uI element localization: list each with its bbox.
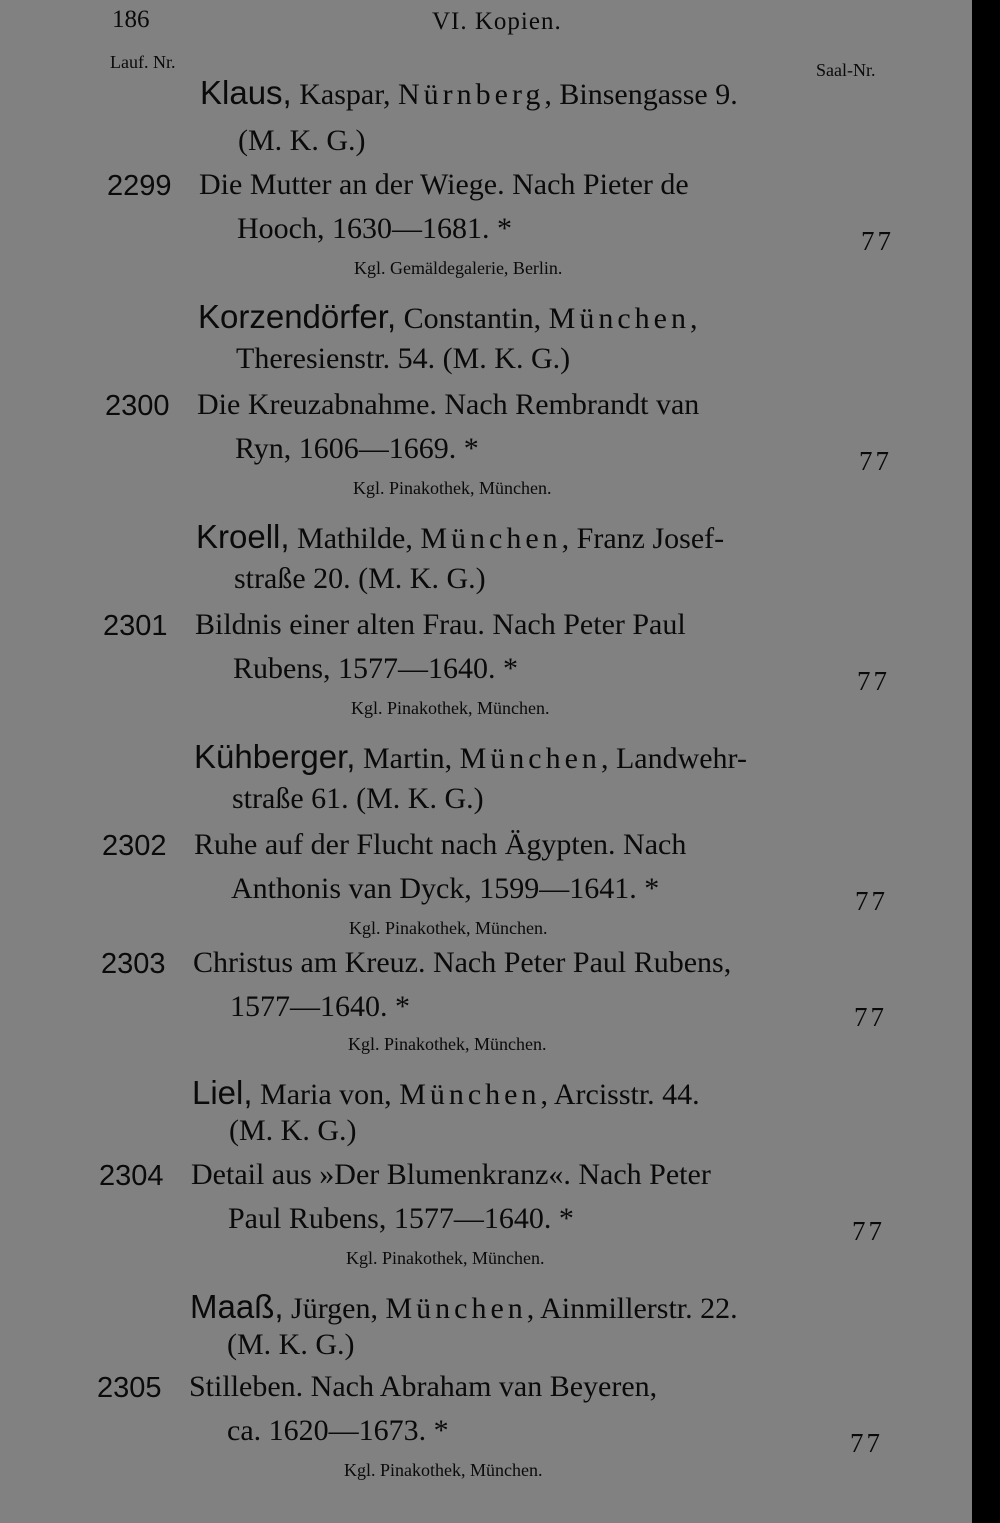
running-title: VI. Kopien. — [432, 8, 562, 35]
artist-name: Liel, — [192, 1074, 253, 1111]
lauf-number: 2302 — [102, 830, 167, 862]
title-line: Paul Rubens, 1577—1640. * — [228, 1202, 574, 1235]
artist-line — [200, 74, 738, 112]
artist-line — [196, 518, 724, 556]
page-number: 186 — [112, 6, 150, 33]
lauf-number: 2300 — [105, 390, 170, 422]
title-line: Bildnis einer alten Frau. Nach Peter Paul — [195, 608, 686, 641]
collection-location: Kgl. Pinakothek, München. — [351, 698, 550, 718]
title-line: 1577—1640. * — [230, 990, 410, 1023]
artist-text: Maria von, — [252, 1078, 400, 1111]
artist-line — [198, 298, 697, 336]
artist-line — [229, 1114, 357, 1148]
city-name: München — [399, 1078, 541, 1111]
artist-text: (M. K. G.) — [227, 1328, 355, 1361]
artist-line — [190, 1288, 738, 1326]
saal-number: 77 — [857, 666, 890, 696]
artist-text: Constantin, — [396, 302, 549, 335]
title-line: Die Mutter an der Wiege. Nach Pieter de — [199, 168, 689, 201]
artist-line — [227, 1328, 355, 1362]
saal-number: 77 — [859, 446, 892, 476]
lauf-number: 2303 — [101, 948, 166, 980]
artist-text: Theresienstr. 54. (M. K. G.) — [236, 342, 571, 375]
title-line: Anthonis van Dyck, 1599—1641. * — [231, 872, 660, 905]
city-name: Nürnberg — [397, 78, 545, 111]
artist-text: , Landwehr- — [600, 742, 747, 775]
lauf-number: 2301 — [103, 610, 168, 642]
artist-text: Jürgen, — [283, 1292, 386, 1325]
artist-line — [236, 342, 570, 376]
saal-number: 77 — [861, 226, 894, 256]
title-line: Hooch, 1630—1681. * — [237, 212, 512, 245]
title-line: ca. 1620—1673. * — [227, 1414, 449, 1447]
title-line: Christus am Kreuz. Nach Peter Paul Rubens, — [193, 946, 732, 979]
artist-text: Mathilde, — [289, 522, 421, 555]
artist-text: Martin, — [355, 742, 460, 775]
title-line: Stilleben. Nach Abraham van Beyeren, — [189, 1370, 658, 1403]
lauf-number: 2305 — [97, 1372, 162, 1404]
artist-text: , Ainmillerstr. 22. — [526, 1292, 738, 1325]
title-line: Detail aus »Der Blumenkranz«. Nach Peter — [191, 1158, 711, 1191]
title-line: Die Kreuzabnahme. Nach Rembrandt van — [197, 388, 700, 421]
collection-location: Kgl. Gemäldegalerie, Berlin. — [354, 258, 563, 278]
artist-text: , — [689, 302, 698, 335]
city-name: München — [420, 522, 562, 555]
title-line: Ryn, 1606—1669. * — [235, 432, 479, 465]
artist-name: Klaus, — [200, 74, 292, 111]
collection-location: Kgl. Pinakothek, München. — [353, 478, 552, 498]
artist-line — [238, 124, 366, 158]
artist-text: straße 20. (M. K. G.) — [234, 562, 486, 595]
title-line: Rubens, 1577—1640. * — [233, 652, 518, 685]
artist-text: , Arcisstr. 44. — [540, 1078, 700, 1111]
artist-text: straße 61. (M. K. G.) — [232, 782, 484, 815]
column-header-lauf-nr: Lauf. Nr. — [110, 52, 176, 72]
artist-name: Maaß, — [190, 1288, 284, 1325]
artist-name: Kroell, — [196, 518, 290, 555]
artist-text: Kaspar, — [291, 78, 398, 111]
title-line: Ruhe auf der Flucht nach Ägypten. Nach — [194, 828, 687, 861]
lauf-number: 2299 — [107, 170, 172, 202]
lauf-number: 2304 — [99, 1160, 164, 1192]
saal-number: 77 — [855, 886, 888, 916]
artist-text: , Franz Josef- — [561, 522, 725, 555]
saal-number: 77 — [854, 1002, 887, 1032]
city-name: München — [459, 742, 601, 775]
artist-text: (M. K. G.) — [229, 1114, 357, 1147]
artist-line — [192, 1074, 700, 1112]
artist-line — [194, 738, 747, 776]
column-header-saal-nr: Saal-Nr. — [816, 60, 876, 80]
collection-location: Kgl. Pinakothek, München. — [348, 1034, 547, 1054]
saal-number: 77 — [852, 1216, 885, 1246]
collection-location: Kgl. Pinakothek, München. — [349, 918, 548, 938]
collection-location: Kgl. Pinakothek, München. — [344, 1460, 543, 1480]
artist-name: Korzendörfer, — [198, 298, 397, 335]
city-name: München — [385, 1292, 527, 1325]
collection-location: Kgl. Pinakothek, München. — [346, 1248, 545, 1268]
artist-name: Kühberger, — [194, 738, 356, 775]
saal-number: 77 — [850, 1428, 883, 1458]
artist-text: , Binsengasse 9. — [544, 78, 738, 111]
artist-line — [232, 782, 484, 816]
artist-line — [234, 562, 486, 596]
city-name: München — [548, 302, 690, 335]
artist-text: (M. K. G.) — [238, 124, 366, 157]
